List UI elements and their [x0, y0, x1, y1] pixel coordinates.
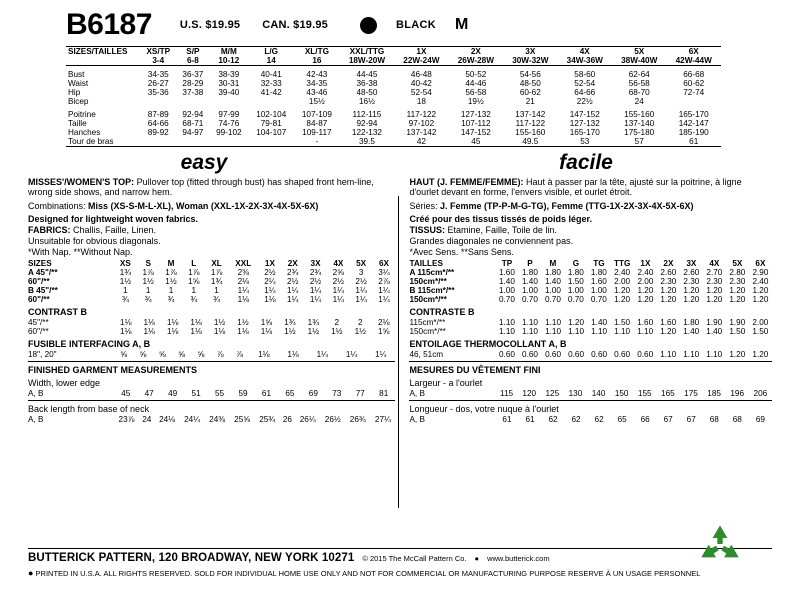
- bullet-icon: ●: [474, 554, 480, 563]
- col-subhead: 18W-20W: [348, 56, 386, 65]
- col-head: XXL/TTG: [349, 47, 385, 56]
- table-row: SIZES XS S M L XL XXL 1X 2X 3X 4X 5X 6X: [28, 259, 389, 269]
- table-row: 60"/** 1⅛ 1⅛ 1⅛ 1⅛ 1⅛ 1⅛ 1⅛ 1½ 1½ 1½ 1½ 1⅝: [28, 327, 390, 337]
- footer-divider-top: [28, 548, 772, 549]
- recycle-icon: [698, 524, 742, 564]
- col-subhead: 10-12: [218, 56, 240, 65]
- french-designed: Créé pour des tissus tissés de poids léger.: [409, 214, 593, 225]
- series-value: J. Femme (TP-P-M-G-TG), Femme (TTG-1X-2X-3X-4X-5X-6X): [439, 201, 694, 212]
- bullet-icon: ●: [28, 568, 34, 578]
- english-nap-note: *With Nap. **Without Nap.: [28, 247, 133, 258]
- english-interfacing-label: FUSIBLE INTERFACING A, B: [28, 339, 151, 350]
- english-contrast-label: CONTRAST B: [28, 307, 87, 318]
- english-backlength-table: [28, 415, 395, 424]
- col-head: 6X: [688, 47, 699, 56]
- size-letter: M: [455, 16, 469, 33]
- footer: [28, 548, 772, 578]
- french-nap-note: *Avec Sens. **Sans Sens.: [409, 247, 514, 258]
- row-label: Taille: [68, 118, 87, 128]
- row-label: Tour de bras: [68, 136, 114, 146]
- french-width-table: [409, 389, 772, 398]
- english-column: [28, 177, 395, 425]
- col-head: M/M: [220, 47, 237, 56]
- col-subhead: 30W-32W: [512, 56, 549, 65]
- table-row: Hanches 89-92 94-97 99-102 104-107 109-117 122-132 137-142 147-152 155-160 165-170 175-180 185-190: [68, 127, 709, 137]
- table-row: 60"/** ¾ ¾ ¾ ¾ ¾ 1⅛ 1⅛ 1¼ 1¼ 1¼ 1¼ 1¼: [28, 295, 390, 305]
- combinations-value: Miss (XS-S-M-L-XL), Woman (XXL-1X-2X-3X-4X-5X-6X): [88, 201, 319, 212]
- table-row: A 115cm*/** 1.60 1.80 1.80 1.80 1.80 2.40 2.40 2.60 2.60 2.70 2.80 2.90: [409, 268, 769, 278]
- french-title: HAUT (J. FEMME/FEMME):: [409, 176, 524, 187]
- difficulty-easy: easy: [180, 150, 228, 174]
- table-row: Hip 35-36 37-38 39-40 41-42 43-46 48-50 52-54 56-58 60-62 64-66 68-70 72-74: [68, 87, 705, 97]
- french-contrast-label: CONTRASTE B: [409, 307, 475, 318]
- table-row: 18", 20" ⅝ ⅝ ⅝ ⅝ ⅝ ⅞ ⅞ 1⅛ 1⅛ 1¼ 1¼ 1¼: [28, 350, 387, 360]
- row-label: Poitrine: [68, 109, 96, 119]
- table-row: A, B 61 61 62 62 62 65 66 67 67 68 68 69: [409, 415, 765, 425]
- french-description: [409, 177, 772, 199]
- french-tissus: [409, 225, 772, 236]
- row-label: Waist: [68, 78, 89, 88]
- legal-line: [28, 568, 772, 578]
- col-subhead: 6-8: [186, 56, 199, 65]
- col-head: 1X: [416, 47, 427, 56]
- can-price: CAN. $19.95: [262, 19, 328, 31]
- pattern-number: B6187: [66, 8, 152, 41]
- table-row: A, B 23⅞ 24 24⅛ 24¼ 24⅜ 25⅝ 25¾ 26 26¼ 26½ 26¾ 27¼: [28, 415, 391, 425]
- body-columns: [28, 177, 772, 425]
- table-row: Poitrine 87-89 92-94 97-99 102-104 107-109 112-115 117-122 127-132 137-142 147-152 155-160 165-170: [68, 109, 709, 119]
- english-backlength-label: Back length from base of neck: [28, 404, 150, 415]
- fabrics-label: FABRICS:: [28, 225, 71, 236]
- row-label: Bicep: [68, 96, 89, 106]
- col-subhead: 3-4: [152, 56, 165, 65]
- fabrics-value: Challis, Faille, Linen.: [73, 225, 157, 236]
- french-contrast-table: [409, 318, 772, 336]
- table-row: 150cm*/** 0.70 0.70 0.70 0.70 0.70 1.20 1.20 1.20 1.20 1.20 1.20 1.20: [409, 295, 769, 305]
- col-subhead: 14: [266, 56, 276, 65]
- english-title: MISSES'/WOMEN'S TOP:: [28, 176, 135, 187]
- us-price: U.S. $19.95: [179, 19, 241, 31]
- english-interfacing-table: [28, 350, 395, 359]
- col-head: S/P: [186, 47, 200, 56]
- col-subhead: 22W-24W: [403, 56, 440, 65]
- table-row: Waist 26-27 28-29 30-31 32-33 34-35 36-38 40-42 44-46 48-50 52-54 56-58 60-62: [68, 78, 705, 88]
- table-row: Taille 64-66 68-71 74-76 79-81 84-87 92-94 97-102 107-112 117-122 127-132 137-140 142-147: [68, 118, 709, 128]
- english-combinations: [28, 201, 395, 212]
- divider: [409, 361, 772, 362]
- table-row: 115cm*/** 1.10 1.10 1.10 1.20 1.40 1.50 1.60 1.60 1.80 1.90 1.90 2.00: [409, 318, 769, 328]
- divider: [409, 400, 772, 401]
- french-backlength-table: [409, 415, 772, 424]
- table-row: 46, 51cm 0.60 0.60 0.60 0.60 0.60 0.60 0.60 1.10 1.10 1.10 1.20 1.20: [409, 350, 769, 360]
- english-width-label: Width, lower edge: [28, 378, 101, 389]
- table-row: 45"/** 1⅛ 1⅛ 1⅛ 1⅛ 1½ 1½ 1⅝ 1¾ 1¾ 2 2 2⅛: [28, 318, 390, 328]
- english-contrast-table: [28, 318, 395, 336]
- copyright: © 2015 The McCall Pattern Co.: [362, 554, 467, 563]
- col-head: L/G: [264, 47, 279, 56]
- col-subhead: 38W-40W: [621, 56, 658, 65]
- legal-text: PRINTED IN U.S.A. ALL RIGHTS RESERVED. SOLD FOR INDIVIDUAL HOME USE ONLY AND NOT FOR COMMERCIAL OR MANUFACTURING PURPOSE RESERVE À UN USAGE PERSONNEL: [35, 569, 701, 578]
- french-interfacing-label: ENTOILAGE THERMOCOLLANT A, B: [409, 339, 567, 350]
- divider: [28, 400, 395, 401]
- table-row: Bust 34-35 36-37 38-39 40-41 42-43 44-45 46-48 50-52 54-56 58-60 62-64 66-68: [68, 69, 705, 79]
- table-row: 150cm*/** 1.40 1.40 1.40 1.50 1.60 2.00 2.00 2.30 2.30 2.30 2.30 2.40: [409, 277, 769, 287]
- table-row: A, B 45 47 49 51 55 59 61 65 69 73 77 81: [28, 389, 389, 399]
- french-desc-text: Haut à passer par la tête, ajusté sur la poitrine, à ligne d'ourlet devant en forme, l'envers visible, et ourlet étroit.: [409, 176, 742, 198]
- french-width-label: Largeur - a l'ourlet: [409, 378, 483, 389]
- french-unsuitable: Grandes diagonales ne conviennent pas.: [409, 236, 574, 247]
- website-link[interactable]: www.butterick.com: [487, 554, 550, 563]
- french-series: [409, 201, 772, 212]
- size-chart-table: [66, 47, 721, 146]
- english-fabrics: [28, 225, 395, 236]
- french-column: [409, 177, 772, 425]
- tissus-value: Etamine, Faille, Toile de lin.: [447, 225, 557, 236]
- table-row: A, B 115 120 125 130 140 150 155 165 175 185 196 206: [409, 389, 768, 399]
- combinations-label: Combinations:: [28, 201, 86, 212]
- english-designed: Designed for lightweight woven fabrics.: [28, 214, 199, 225]
- tissus-label: TISSUS:: [409, 225, 445, 236]
- size-chart-row-header: SIZES/TAILLES: [68, 47, 128, 56]
- table-row: 150cm*/** 1.10 1.10 1.10 1.10 1.10 1.10 1.10 1.20 1.40 1.40 1.50 1.50: [409, 327, 769, 337]
- row-label: Hip: [68, 87, 81, 97]
- french-backlength-label: Longueur - dos, votre nuque à l'ourlet: [409, 404, 559, 415]
- col-head: XL/TG: [304, 47, 329, 56]
- french-finished-title: MESURES DU VÊTEMENT FINI: [409, 365, 541, 376]
- french-yardage-table: [409, 259, 772, 304]
- col-subhead: 16: [312, 56, 322, 65]
- table-row: [66, 47, 721, 56]
- table-row: 60"/** 1½ 1½ 1½ 1⅝ 1¾ 2⅛ 2¼ 2½ 2½ 2½ 2½ 2⅞: [28, 277, 390, 287]
- row-label: Bust: [68, 69, 85, 79]
- table-row: B 45"/** 1 1 1 1 1 1¼ 1¼ 1¼ 1¼ 1¼ 1¼ 1¼: [28, 286, 390, 296]
- col-head: XS/TP: [146, 47, 171, 56]
- english-desc-text: Pullover top (fitted through bust) has shaped front hem-line, wrong side shows, and narrow hem.: [28, 176, 374, 198]
- col-head: 5X: [634, 47, 645, 56]
- size-chart: [66, 46, 721, 147]
- table-row: TAILLES TP P M G TG TTG 1X 2X 3X 4X 5X 6X: [409, 259, 766, 269]
- col-head: 2X: [470, 47, 481, 56]
- black-dot-icon: [360, 17, 377, 34]
- english-yardage-table: [28, 259, 395, 304]
- table-row: A 45"/** 1¾ 1⅞ 1⅞ 1⅞ 1⅞ 2⅜ 2½ 2¾ 2¾ 2⅝ 3 3¼: [28, 268, 390, 278]
- french-interfacing-table: [409, 350, 772, 359]
- color-label: BLACK: [396, 19, 436, 31]
- difficulty-row: [28, 151, 772, 175]
- col-head: 3X: [525, 47, 536, 56]
- table-row: B 115cm*/** 1.00 1.00 1.00 1.00 1.00 1.20 1.20 1.20 1.20 1.20 1.20 1.20: [409, 286, 769, 296]
- col-subhead: 26W-28W: [457, 56, 494, 65]
- brand-address: BUTTERICK PATTERN, 120 BROADWAY, NEW YORK 10271: [28, 552, 355, 564]
- english-finished-title: FINISHED GARMENT MEASUREMENTS: [28, 365, 198, 376]
- english-width-table: [28, 389, 395, 398]
- table-row: Bicep 15½ 16½ 18 19½ 21 22½ 24: [68, 96, 644, 106]
- col-subhead: 42W-44W: [675, 56, 712, 65]
- english-unsuitable: Unsuitable for obvious diagonals.: [28, 236, 161, 247]
- header: [66, 10, 772, 40]
- difficulty-facile: facile: [559, 150, 613, 174]
- col-head: 4X: [579, 47, 590, 56]
- table-row: [66, 56, 721, 66]
- col-subhead: 34W-36W: [566, 56, 603, 65]
- english-description: [28, 177, 395, 199]
- column-divider: [398, 196, 399, 508]
- divider: [28, 361, 395, 362]
- series-label: Séries:: [409, 201, 438, 212]
- row-label: Hanches: [68, 127, 101, 137]
- table-row: Tour de bras - 39.5 42 45 49.5 53 57 61: [68, 136, 699, 146]
